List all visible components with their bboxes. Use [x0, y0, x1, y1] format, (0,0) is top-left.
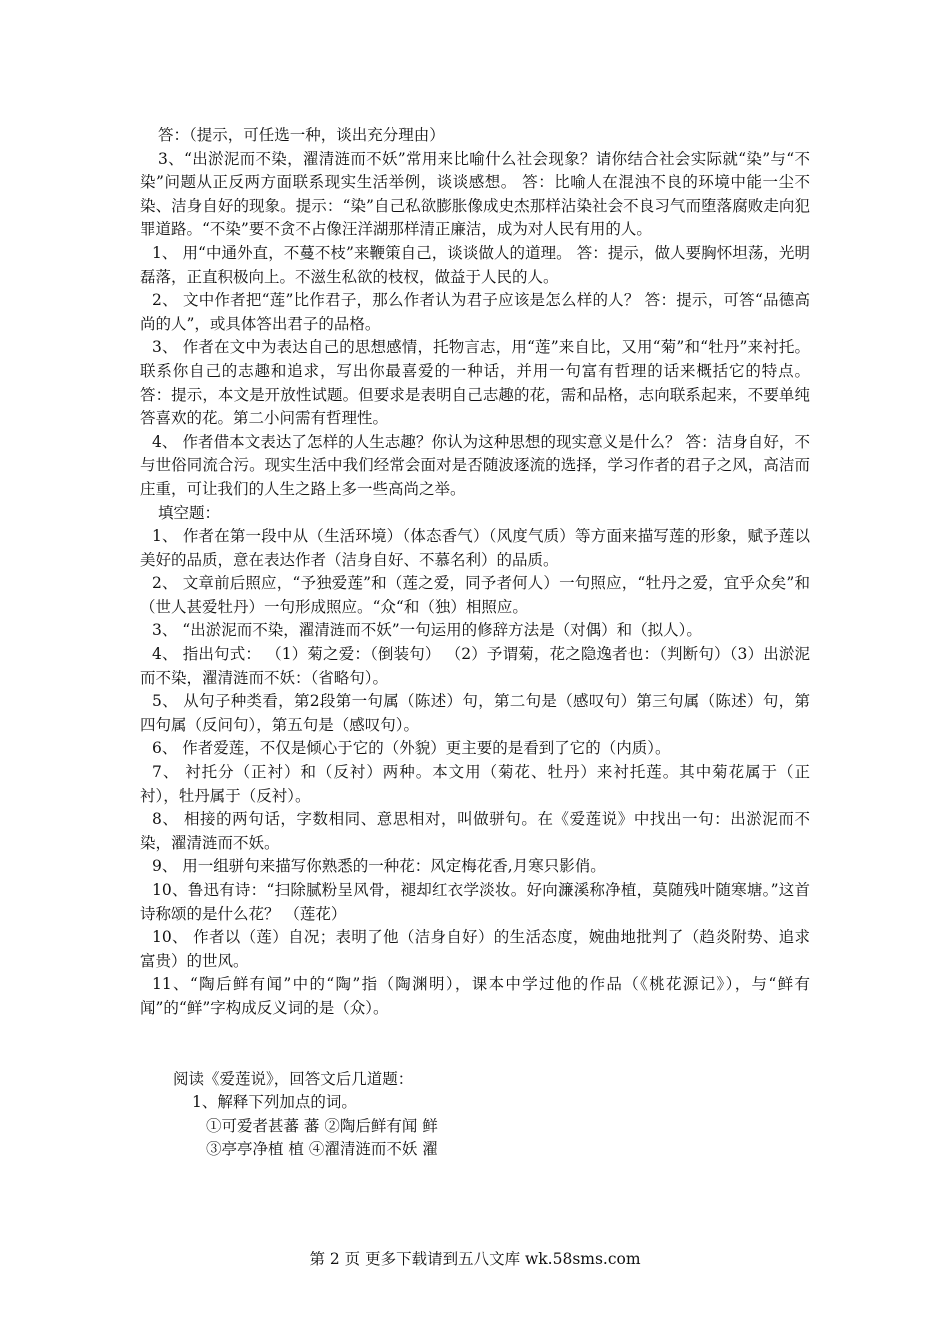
fill-blank-item-10a: 10、鲁迅有诗：“扫除腻粉呈风骨，褪却红衣学淡妆。好向濂溪称净植，莫随残叶随寒塘。”这首诗称颂的是什么花？ （莲花） [140, 881, 810, 923]
reading-title: 阅读《爱莲说》，回答文后几道题： [173, 1069, 414, 1088]
fill-blank-heading: 填空题： [158, 503, 221, 522]
reading-item: ①可爱者甚蕃 蕃 ②陶后鲜有闻 鲜 [206, 1116, 438, 1135]
fill-blank-item-3: 3、 “出淤泥而不染，濯清涟而不妖”一句运用的修辞方法是（对偶）和（拟人）。 [152, 621, 702, 640]
fill-blank-item-7: 7、 衬托分（正衬）和（反衬）两种。本文用（菊花、牡丹）来衬托莲。其中菊花属于（正衬），牡丹属于（反衬）。 [140, 763, 810, 805]
paragraph-q1-upright: 1、 用“中通外直，不蔓不枝”来鞭策自己，谈谈做人的道理。 答：提示，做人要胸怀坦荡，光明磊落，正直积极向上。不滋生私欲的枝杈，做益于人民的人。 [140, 243, 810, 286]
fill-blank-item-10b: 10、 作者以（莲）自况；表明了他（洁身自好）的生活态度，婉曲地批判了（趋炎附势、追求富贵）的世风。 [140, 928, 810, 970]
fill-blank-item-11: 11、“陶后鲜有闻”中的“陶”指（陶渊明），课本中学过他的作品（《桃花源记》），与“鲜有闻”的“鲜”字构成反义词的是（众）。 [140, 975, 810, 1017]
reading-item: ③亭亭净植 植 ④濯清涟而不妖 濯 [206, 1140, 438, 1159]
fill-blank-item-9: 9、 用一组骈句来描写你熟悉的一种花：风定梅花香,月寒只影俏。 [152, 857, 606, 876]
section-gap [140, 1021, 810, 1068]
fill-blank-item-4: 4、 指出句式： （1）菊之爱：（倒装句） （2）予谓菊，花之隐逸者也：（判断句）（3）出淤泥而不染，濯清涟而不妖：（省略句）。 [140, 645, 810, 687]
paragraph-q2-junzi: 2、 文中作者把“莲”比作君子，那么作者认为君子应该是怎么样的人？ 答：提示，可答“品德高尚的人”，或具体答出君子的品格。 [140, 291, 810, 333]
paragraph-q3-social: 3、“出淤泥而不染，濯清涟而不妖”常用来比喻什么社会现象？请你结合社会实际就“染”与“不染”问题从正反两方面联系现实生活举例，谈谈感想。 答：比喻人在混浊不良的环境中能一尘不染、洁身自好的现象。提示：“染”自己私欲膨胀像成史杰那样沾染社会不良习气而堕落腐败走向犯罪道路。“不染”要不贪不占像汪洋湖那样清正廉洁，成为对人民有用的人。 [140, 149, 810, 239]
paragraph-q3-contrast: 3、 作者在文中为表达自己的思想感情，托物言志，用“莲”来自比，又用“菊”和“牡丹”来衬托。联系你自己的志趣和追求，写出你最喜爱的一种话，并用一句富有哲理的话来概括它的特点。 答：提示，本文是开放性试题。但要求是表明自己志趣的花，需和品格，志向联系起来，不要单纯答喜欢的花。第二小问需有哲理性。 [140, 338, 810, 428]
reading-question: 1、解释下列加点的词。 [192, 1093, 357, 1112]
answer-line: 答：（提示，可任选一种，谈出充分理由） [158, 126, 445, 144]
fill-blank-item-1: 1、 作者在第一段中从（生活环境）（体态香气）（风度气质）等方面来描写莲的形象，赋予莲以美好的品质，意在表达作者（洁身自好、不慕名利）的品质。 [140, 527, 810, 569]
document-body [140, 124, 810, 1162]
fill-blank-item-8: 8、 相接的两句话，字数相同、意思相对，叫做骈句。在《爱莲说》中找出一句：出淤泥而不染，濯清涟而不妖。 [140, 810, 810, 852]
fill-blank-item-5: 5、 从句子种类看，第2段第一句属（陈述）句，第二句是（感叹句）第三句属（陈述）句，第四句属（反问句），第五句是（感叹句）。 [140, 692, 810, 734]
paragraph-q4-ambition: 4、 作者借本文表达了怎样的人生志趣？你认为这种思想的现实意义是什么？ 答：洁身自好，不与世俗同流合污。现实生活中我们经常会面对是否随波逐流的选择，学习作者的君子之风，高洁而庄重，可让我们的人生之路上多一些高尚之举。 [140, 432, 810, 498]
fill-blank-item-6: 6、 作者爱莲，不仅是倾心于它的（外貌）更主要的是看到了它的（内质）。 [152, 739, 671, 758]
reading-section [140, 1068, 810, 1162]
page-footer: 第 2 页 更多下载请到五八文库 wk.58sms.com [309, 1250, 641, 1268]
fill-blank-item-2: 2、 文章前后照应，“予独爱莲”和（莲之爱，同予者何人）一句照应，“牡丹之爱，宜乎众矣”和（世人甚爱牡丹）一句形成照应。“众“和（独）相照应。 [140, 574, 810, 616]
